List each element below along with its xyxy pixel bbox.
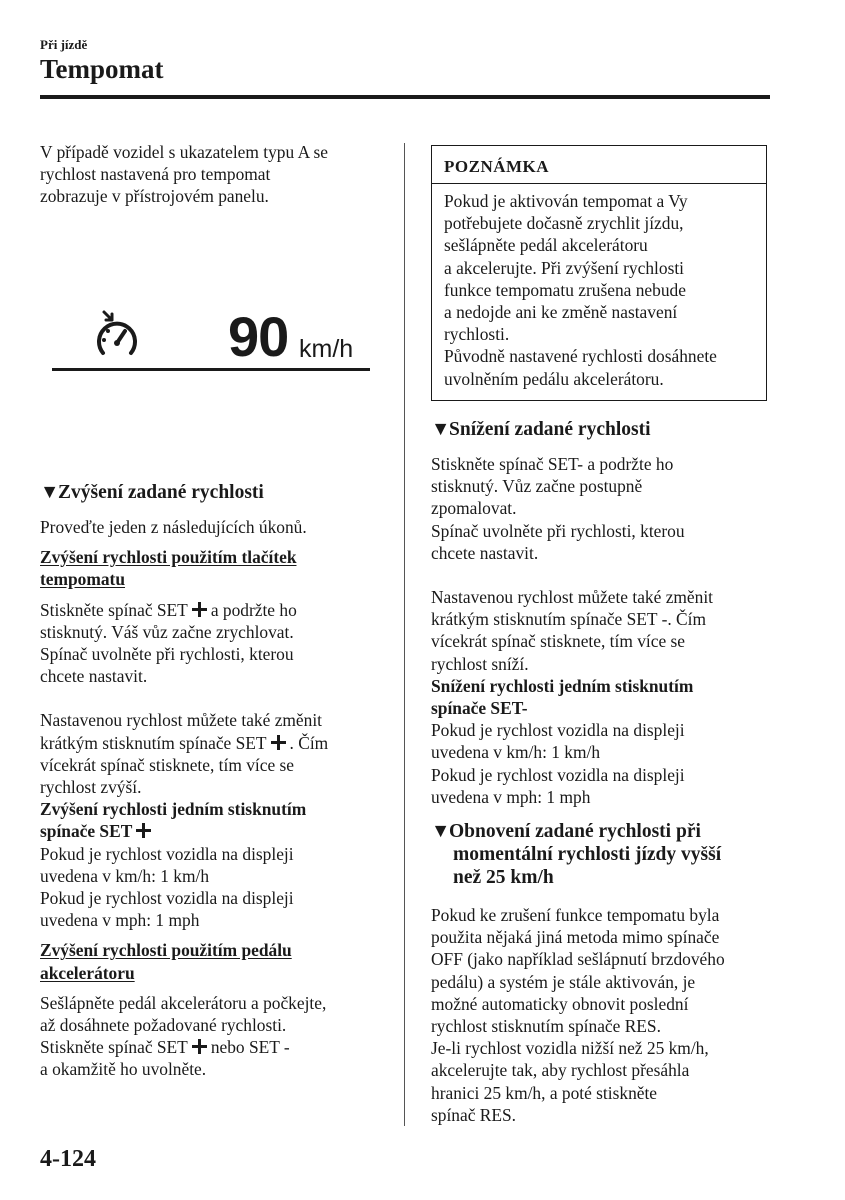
text-line: Je-li rychlost vozidla nižší než 25 km/h,	[431, 1038, 709, 1059]
text-line: Spínač uvolněte při rychlosti, kterou	[40, 644, 294, 665]
text-line: krátkým stisknutím spínače SET -. Čím	[431, 609, 707, 630]
section-label: Při jízdě	[40, 37, 88, 52]
text-line: zobrazuje v přístrojovém panelu.	[40, 186, 269, 207]
text-line: Stiskněte spínač SET- a podržte ho	[431, 454, 674, 474]
text-line: Spínač uvolněte při rychlosti, kterou	[431, 520, 685, 541]
text-line: V případě vozidel s ukazatelem typu A se	[40, 142, 328, 162]
text-line: rychlost sníží.	[431, 653, 529, 674]
text-line: chcete nastavit.	[431, 542, 539, 563]
text-line: až dosáhnete požadované rychlosti.	[40, 1015, 287, 1036]
text-line: Pokud ke zrušení funkce tempomatu byla	[431, 905, 720, 925]
text-fragment: Stiskněte spínač SET	[40, 599, 188, 620]
text-line: akcelerujte tak, aby rychlost přesáhla	[431, 1060, 690, 1081]
text-line: sešlápněte pedál akcelerátoru	[444, 235, 648, 256]
page-number: 4-124	[40, 1146, 96, 1172]
text-line: stisknutý. Vůz začne postupně	[431, 476, 643, 497]
text-line: pedálu) a systém je stále aktivován, je	[431, 971, 696, 992]
speed-unit: km/h	[299, 335, 354, 363]
text-line: stisknutý. Váš vůz začne zrychlovat.	[40, 621, 294, 642]
section-heading-resume	[431, 820, 776, 889]
text-line: vícekrát spínač stisknete, tím více se	[40, 754, 295, 775]
plus-icon	[192, 1039, 207, 1054]
text-line: chcete nastavit.	[40, 666, 148, 687]
text-line: a akcelerujte. Při zvýšení rychlosti	[444, 257, 685, 278]
text-line: zpomalovat.	[431, 498, 517, 519]
display-baseline	[52, 368, 370, 371]
text-line: rychlost stisknutím spínače RES.	[431, 1016, 661, 1037]
text-line	[40, 599, 395, 621]
text-line: rychlosti.	[444, 324, 510, 345]
heading-text: Zvýšení zadané rychlosti	[58, 482, 264, 503]
speed-value: 90	[228, 305, 289, 368]
right-body-decrease	[431, 453, 776, 808]
heading-text: Snížení zadané rychlosti	[449, 419, 651, 440]
plus-icon	[271, 735, 286, 750]
text-line: rychlost nastavená pro tempomat	[40, 164, 271, 185]
plus-icon	[192, 602, 207, 617]
text-line: Pokud je rychlost vozidla na displeji	[431, 720, 685, 741]
heading-line	[431, 820, 776, 843]
subheading-pedal: Zvýšení rychlosti použitím pedálu	[40, 940, 292, 961]
text-line: vícekrát spínač stisknete, tím více se	[431, 631, 686, 652]
left-body	[40, 516, 395, 1081]
heading-text: Obnovení zadané rychlosti při	[449, 821, 701, 842]
subheading-buttons: Zvýšení rychlosti použitím tlačítek	[40, 547, 297, 568]
text-line: rychlost zvýší.	[40, 777, 142, 798]
text-fragment: . Čím	[289, 732, 329, 753]
subheading-pedal: akcelerátoru	[40, 962, 135, 983]
text-line	[40, 1036, 395, 1058]
text-line: Pokud je rychlost vozidla na displeji	[40, 888, 294, 909]
text-fragment: spínače SET	[40, 821, 133, 842]
text-line: Původně nastavené rychlosti dosáhnete	[444, 346, 717, 367]
text-line: Nastavenou rychlost můžete také změnit	[40, 710, 323, 731]
subheading-buttons: tempomatu	[40, 569, 126, 590]
text-line: funkce tempomatu zrušena nebude	[444, 279, 686, 300]
text-line: použita nějaká jiná metoda mimo spínače	[431, 927, 720, 948]
text-line: Proveďte jeden z následujících úkonů.	[40, 517, 307, 537]
column-divider	[404, 143, 405, 1126]
bold-line: spínače SET-	[431, 698, 528, 719]
text-line: možné automaticky obnovit poslední	[431, 993, 689, 1014]
text-line: uvedena v mph: 1 mph	[40, 910, 200, 931]
triangle-bullet-icon: ▼	[40, 482, 60, 503]
note-body	[444, 190, 760, 390]
text-line: spínač RES.	[431, 1104, 517, 1125]
bold-line	[40, 820, 395, 842]
bold-line: Zvýšení rychlosti jedním stisknutím	[40, 799, 307, 820]
text-fragment: krátkým stisknutím spínače SET	[40, 732, 267, 753]
triangle-bullet-icon: ▼	[431, 821, 451, 842]
text-line: uvedena v mph: 1 mph	[431, 786, 591, 807]
text-line: Pokud je rychlost vozidla na displeji	[431, 764, 685, 785]
text-line: OFF (jako například sešlápnutí brzdového	[431, 949, 725, 970]
text-line: hranici 25 km/h, a poté stiskněte	[431, 1082, 658, 1103]
text-line: Pokud je rychlost vozidla na displeji	[40, 843, 294, 864]
text-line: uvedena v km/h: 1 km/h	[40, 865, 210, 886]
note-title: POZNÁMKA	[432, 146, 766, 184]
section-heading-increase	[40, 481, 400, 504]
text-line: potřebujete dočasně zrychlit jízdu,	[444, 213, 684, 234]
text-line: uvolněním pedálu akcelerátoru.	[444, 368, 664, 389]
text-line: Sešlápněte pedál akcelerátoru a počkejte,	[40, 992, 327, 1013]
text-line: a nedojde ani ke změně nastavení	[444, 302, 678, 323]
page-title: Tempomat	[40, 54, 164, 84]
text-fragment: a podržte ho	[210, 599, 297, 620]
title-rule	[40, 95, 770, 99]
text-line: a okamžitě ho uvolněte.	[40, 1059, 207, 1080]
section-heading-decrease	[431, 418, 771, 441]
text-line: Nastavenou rychlost můžete také změnit	[431, 587, 714, 608]
triangle-bullet-icon: ▼	[431, 419, 451, 440]
cruise-speedometer-icon	[92, 308, 142, 365]
text-line	[40, 732, 395, 754]
heading-line: než 25 km/h	[453, 867, 554, 888]
text-line: Pokud je aktivován tempomat a Vy	[444, 191, 688, 211]
note-box	[431, 145, 767, 401]
bold-line: Snížení rychlosti jedním stisknutím	[431, 675, 694, 696]
text-fragment: nebo SET -	[210, 1037, 290, 1058]
right-body-resume	[431, 904, 776, 1126]
text-fragment: Stiskněte spínač SET	[40, 1037, 188, 1058]
heading-line: momentální rychlosti jízdy vyšší	[453, 844, 722, 865]
text-line: uvedena v km/h: 1 km/h	[431, 742, 601, 763]
plus-icon	[136, 823, 151, 838]
intro-paragraph	[40, 141, 390, 208]
